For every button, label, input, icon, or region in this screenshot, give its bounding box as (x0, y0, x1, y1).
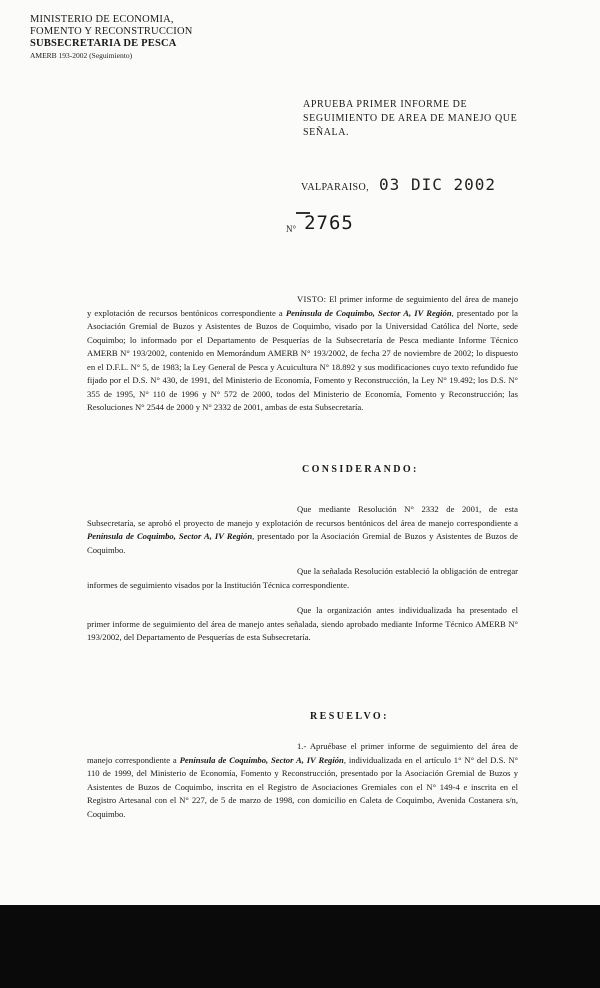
place: VALPARAISO, (301, 182, 370, 193)
resuelvo-heading: RESUELVO: (310, 711, 389, 722)
reference-code: AMERB 193-2002 (Seguimiento) (30, 51, 133, 60)
considerando-heading: CONSIDERANDO: (302, 464, 419, 475)
considerando-2: Que la señalada Resolución estableció la obligación de entregar informes de seguimiento visados por la Institución Técnica correspondiente. (87, 566, 518, 590)
number-value: 2765 (304, 212, 354, 234)
ministry-name: MINISTERIO DE ECONOMIA, (30, 14, 174, 25)
scan-margin (0, 905, 600, 988)
visto-paragraph: VISTO: El primer informe de seguimiento del área de manejo y explotación de recursos bentónicos correspondiente a Península de Coquimbo, Sector A, IV Región, presentado por la Asociación Gremial de Buzos y Asistentes de Buzos de Coquimbo, visado por la Universidad Católica del Norte, sede Coquimbo; lo informado por el Departamento de Pesquerías de la Subsecretaría de Pesca mediante Informe Técnico AMERB N° 193/2002, contenido en Memorándum AMERB N° 193/2002, de fecha 27 de noviembre de 2002; lo dispuesto en el D.F.L. N° 5, de 1983; la Ley General de Pesca y Acuicultura N° 18.892 y sus modificaciones cuyo texto refundido fue fijado por el D.S. N° 430, de 1991, del Ministerio de Economía, Fomento y Reconstrucción, la Ley N° 19.492; los D.S. N° 355 de 1995, N° 110 de 1996 y N° 572 de 2000, todos del Ministerio de Economía, Fomento y Reconstrucción; las Resoluciones N° 2544 de 2000 y N° 2332 de 2001, ambas de esta Subsecretaría. (87, 294, 518, 412)
ministry-header (30, 14, 230, 62)
subsecretaria-name: SUBSECRETARIA DE PESCA (30, 38, 177, 49)
ministry-name-cont: FOMENTO Y RECONSTRUCCION (30, 26, 193, 37)
area-name: Península de Coquimbo, Sector A, IV Región (87, 531, 253, 541)
place-date (301, 175, 496, 195)
area-name: Península de Coquimbo, Sector A, IV Región (179, 754, 344, 765)
resolution-number (286, 212, 354, 234)
document-subject: APRUEBA PRIMER INFORME DE SEGUIMIENTO DE AREA DE MANEJO QUE SEÑALA. (303, 99, 518, 138)
date-stamp: 03 DIC 2002 (379, 175, 497, 194)
considerando-1: Que mediante Resolución N° 2332 de 2001, de esta Subsecretaría, se aprobó el proyecto de manejo y explotación de recursos bentónicos del área de manejo correspondiente a Península de Coquimbo, Sector A, IV Región, presentado por la Asociación Gremial de Buzos y Asistentes de Buzos de Coquimbo. (87, 504, 518, 555)
number-prefix: N° (286, 224, 297, 234)
visto-lead: VISTO: (297, 294, 327, 304)
considerando-3: Que la organización antes individualizada ha presentado el primer informe de seguimiento del área de manejo antes señalada, siendo aprobado mediante Informe Técnico AMERB N° 193/2002, del Departamento de Pesquerías de esta Subsecretaría. (87, 605, 518, 642)
area-name: Península de Coquimbo, Sector A, IV Región (285, 307, 452, 318)
resuelvo-1: 1.- Apruébase el primer informe de seguimiento del área de manejo correspondiente a Península de Coquimbo, Sector A, IV Región, individualizada en el artículo 1° N° del D.S. N° 110 de 1999, del Ministerio de Economía, Fomento y Reconstrucción, presentado por la Asociación Gremial de Buzos y Asistentes de Buzos de Coquimbo, inscrita en el Registro de Asociaciones Gremiales con el N° 149-4 e inscrita en el Registro Artesanal con el N° 227, de 5 de marzo de 1998, con domicilio en Caleta de Coquimbo, Avenida Costanera s/n, Coquimbo. (87, 741, 519, 819)
